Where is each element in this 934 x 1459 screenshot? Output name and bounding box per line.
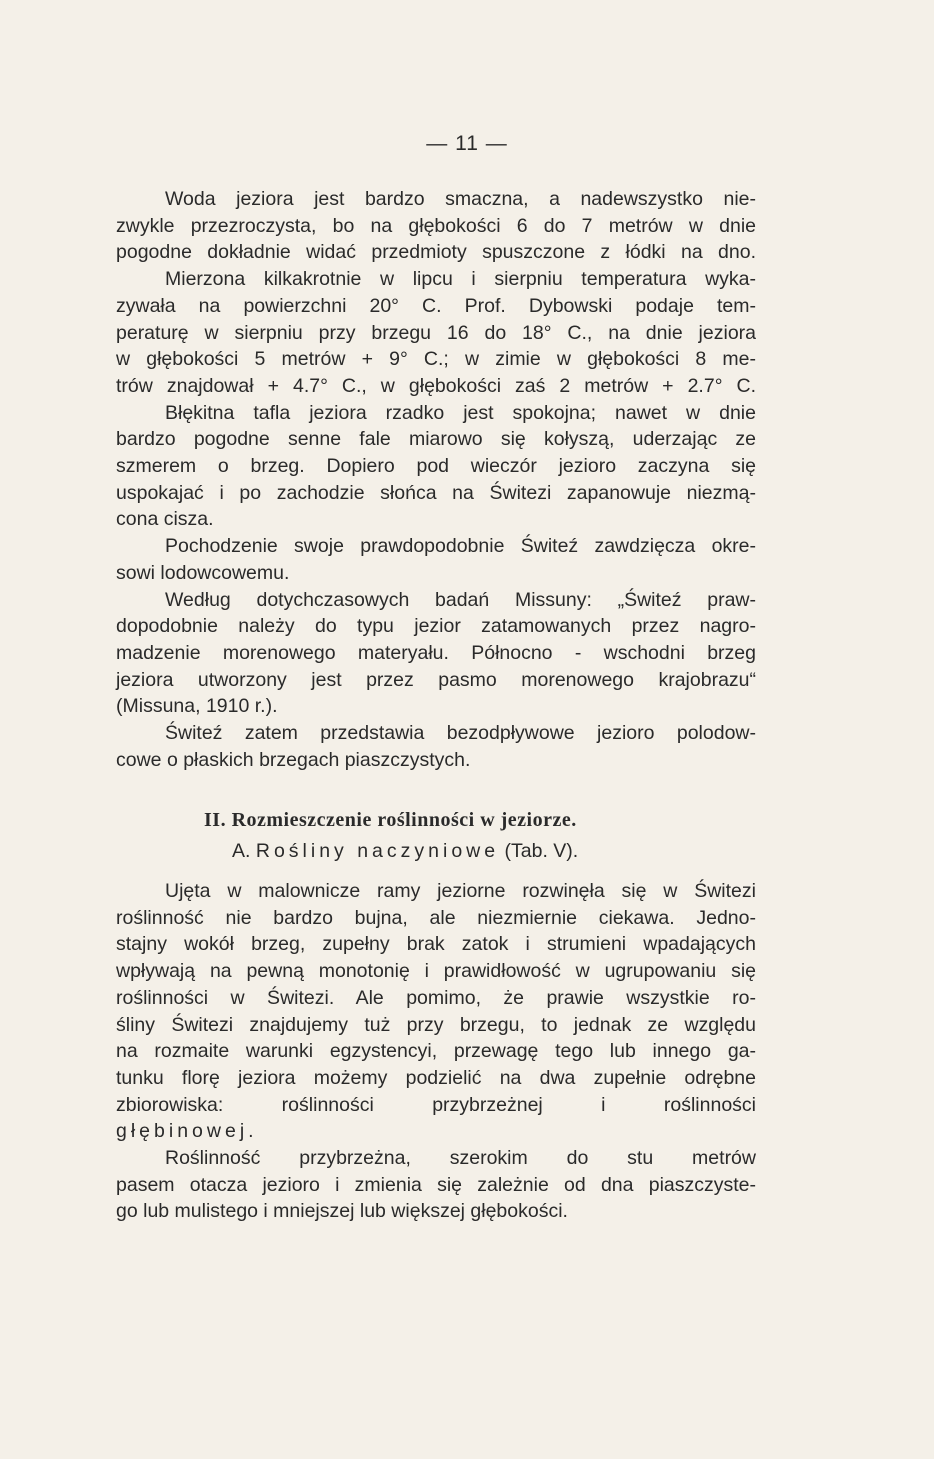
text-line: zywała na powierzchni 20° C. Prof. Dybowski podaje tem- (116, 294, 756, 317)
subsection-prefix: A. (232, 840, 251, 862)
text-line: pogodne dokładnie widać przedmioty spuszczone z łódki na dno. (116, 241, 756, 264)
text-line: w głębokości 5 metrów + 9° C.; w zimie w głębokości 8 me- (116, 348, 756, 371)
text-line: Mierzona kilkakrotnie w lipcu i sierpniu temperatura wyka- (165, 268, 756, 291)
text-line: zbiorowiska: roślinności przybrzeżnej i roślinności (116, 1093, 756, 1116)
text-line: madzenie morenowego materyału. Północno - wschodni brzeg (116, 641, 756, 664)
text-line: bardzo pogodne senne fale miarowo się kołyszą, uderzając ze (116, 428, 756, 451)
text-line: głębinowej. (116, 1120, 258, 1143)
section-heading: II. Rozmieszczenie roślinności w jeziorze. (204, 809, 577, 831)
text-line: dopodobnie należy do typu jezior zatamowanych przez nagro- (116, 615, 756, 638)
text-line: tunku florę jeziora możemy podzielić na dwa zupełnie odrębne (116, 1066, 756, 1089)
text-line: Błękitna tafla jeziora rzadko jest spokojna; nawet w dnie (165, 401, 756, 424)
text-block-2 (116, 878, 756, 1225)
text-line: zwykle przezroczysta, bo na głębokości 6 do 7 metrów w dnie (116, 214, 756, 237)
text-line: roślinność nie bardzo bujna, ale niezmiernie ciekawa. Jedno- (116, 906, 756, 929)
text-line: szmerem o brzeg. Dopiero pod wieczór jezioro zaczyna się (116, 455, 756, 478)
text-line: cowe o płaskich brzegach piaszczystych. (116, 748, 471, 771)
page-number: — 11 — (426, 132, 508, 155)
text-line: peraturę w sierpniu przy brzegu 16 do 18° C., na dnie jeziora (116, 321, 756, 344)
text-line: wpływają na pewną monotonię i prawidłowość w ugrupowaniu się (116, 960, 756, 983)
text-line: Woda jeziora jest bardzo smaczna, a nadewszystko nie- (165, 188, 756, 210)
text-line: śliny Świtezi znajdujemy tuż przy brzegu, to jednak ze względu (116, 1013, 756, 1036)
text-line: pasem otacza jezioro i zmienia się zależnie od dna piaszczyste- (116, 1173, 756, 1196)
subsection-suffix: (Tab. V). (504, 840, 579, 862)
text-line: Świteź zatem przedstawia bezodpływowe jezioro polodow- (165, 722, 756, 745)
subsection-title: Rośliny naczyniowe (255, 840, 500, 862)
text-line: trów znajdował + 4.7° C., w głębokości zaś 2 metrów + 2.7° C. (116, 374, 756, 397)
text-block-1 (116, 186, 756, 773)
text-line: (Missuna, 1910 r.). (116, 695, 278, 718)
text-line: na rozmaite warunki egzystencyi, przewagę tego lub innego ga- (116, 1040, 756, 1063)
text-line: uspokajać i po zachodzie słońca na Świtezi zapanowuje niezmą- (116, 481, 756, 504)
text-line: stajny wokół brzeg, zupełny brak zatok i strumieni wpadających (116, 933, 756, 956)
subsection-heading (232, 840, 578, 863)
text-line: Ujęta w malownicze ramy jeziorne rozwinęła się w Świtezi (165, 880, 756, 902)
text-line: sowi lodowcowemu. (116, 561, 290, 584)
text-line: go lub mulistego i mniejszej lub większej głębokości. (116, 1200, 568, 1223)
text-line: cona cisza. (116, 508, 214, 531)
text-line: roślinności w Świtezi. Ale pomimo, że prawie wszystkie ro- (116, 986, 756, 1009)
text-line: Według dotychczasowych badań Missuny: „Świteź praw- (165, 588, 756, 611)
text-line: Pochodzenie swoje prawdopodobnie Świteź zawdzięcza okre- (165, 535, 756, 558)
text-line: Roślinność przybrzeżna, szerokim do stu metrów (165, 1147, 756, 1170)
text-line: jeziora utworzony jest przez pasmo morenowego krajobrazu“ (116, 668, 756, 691)
